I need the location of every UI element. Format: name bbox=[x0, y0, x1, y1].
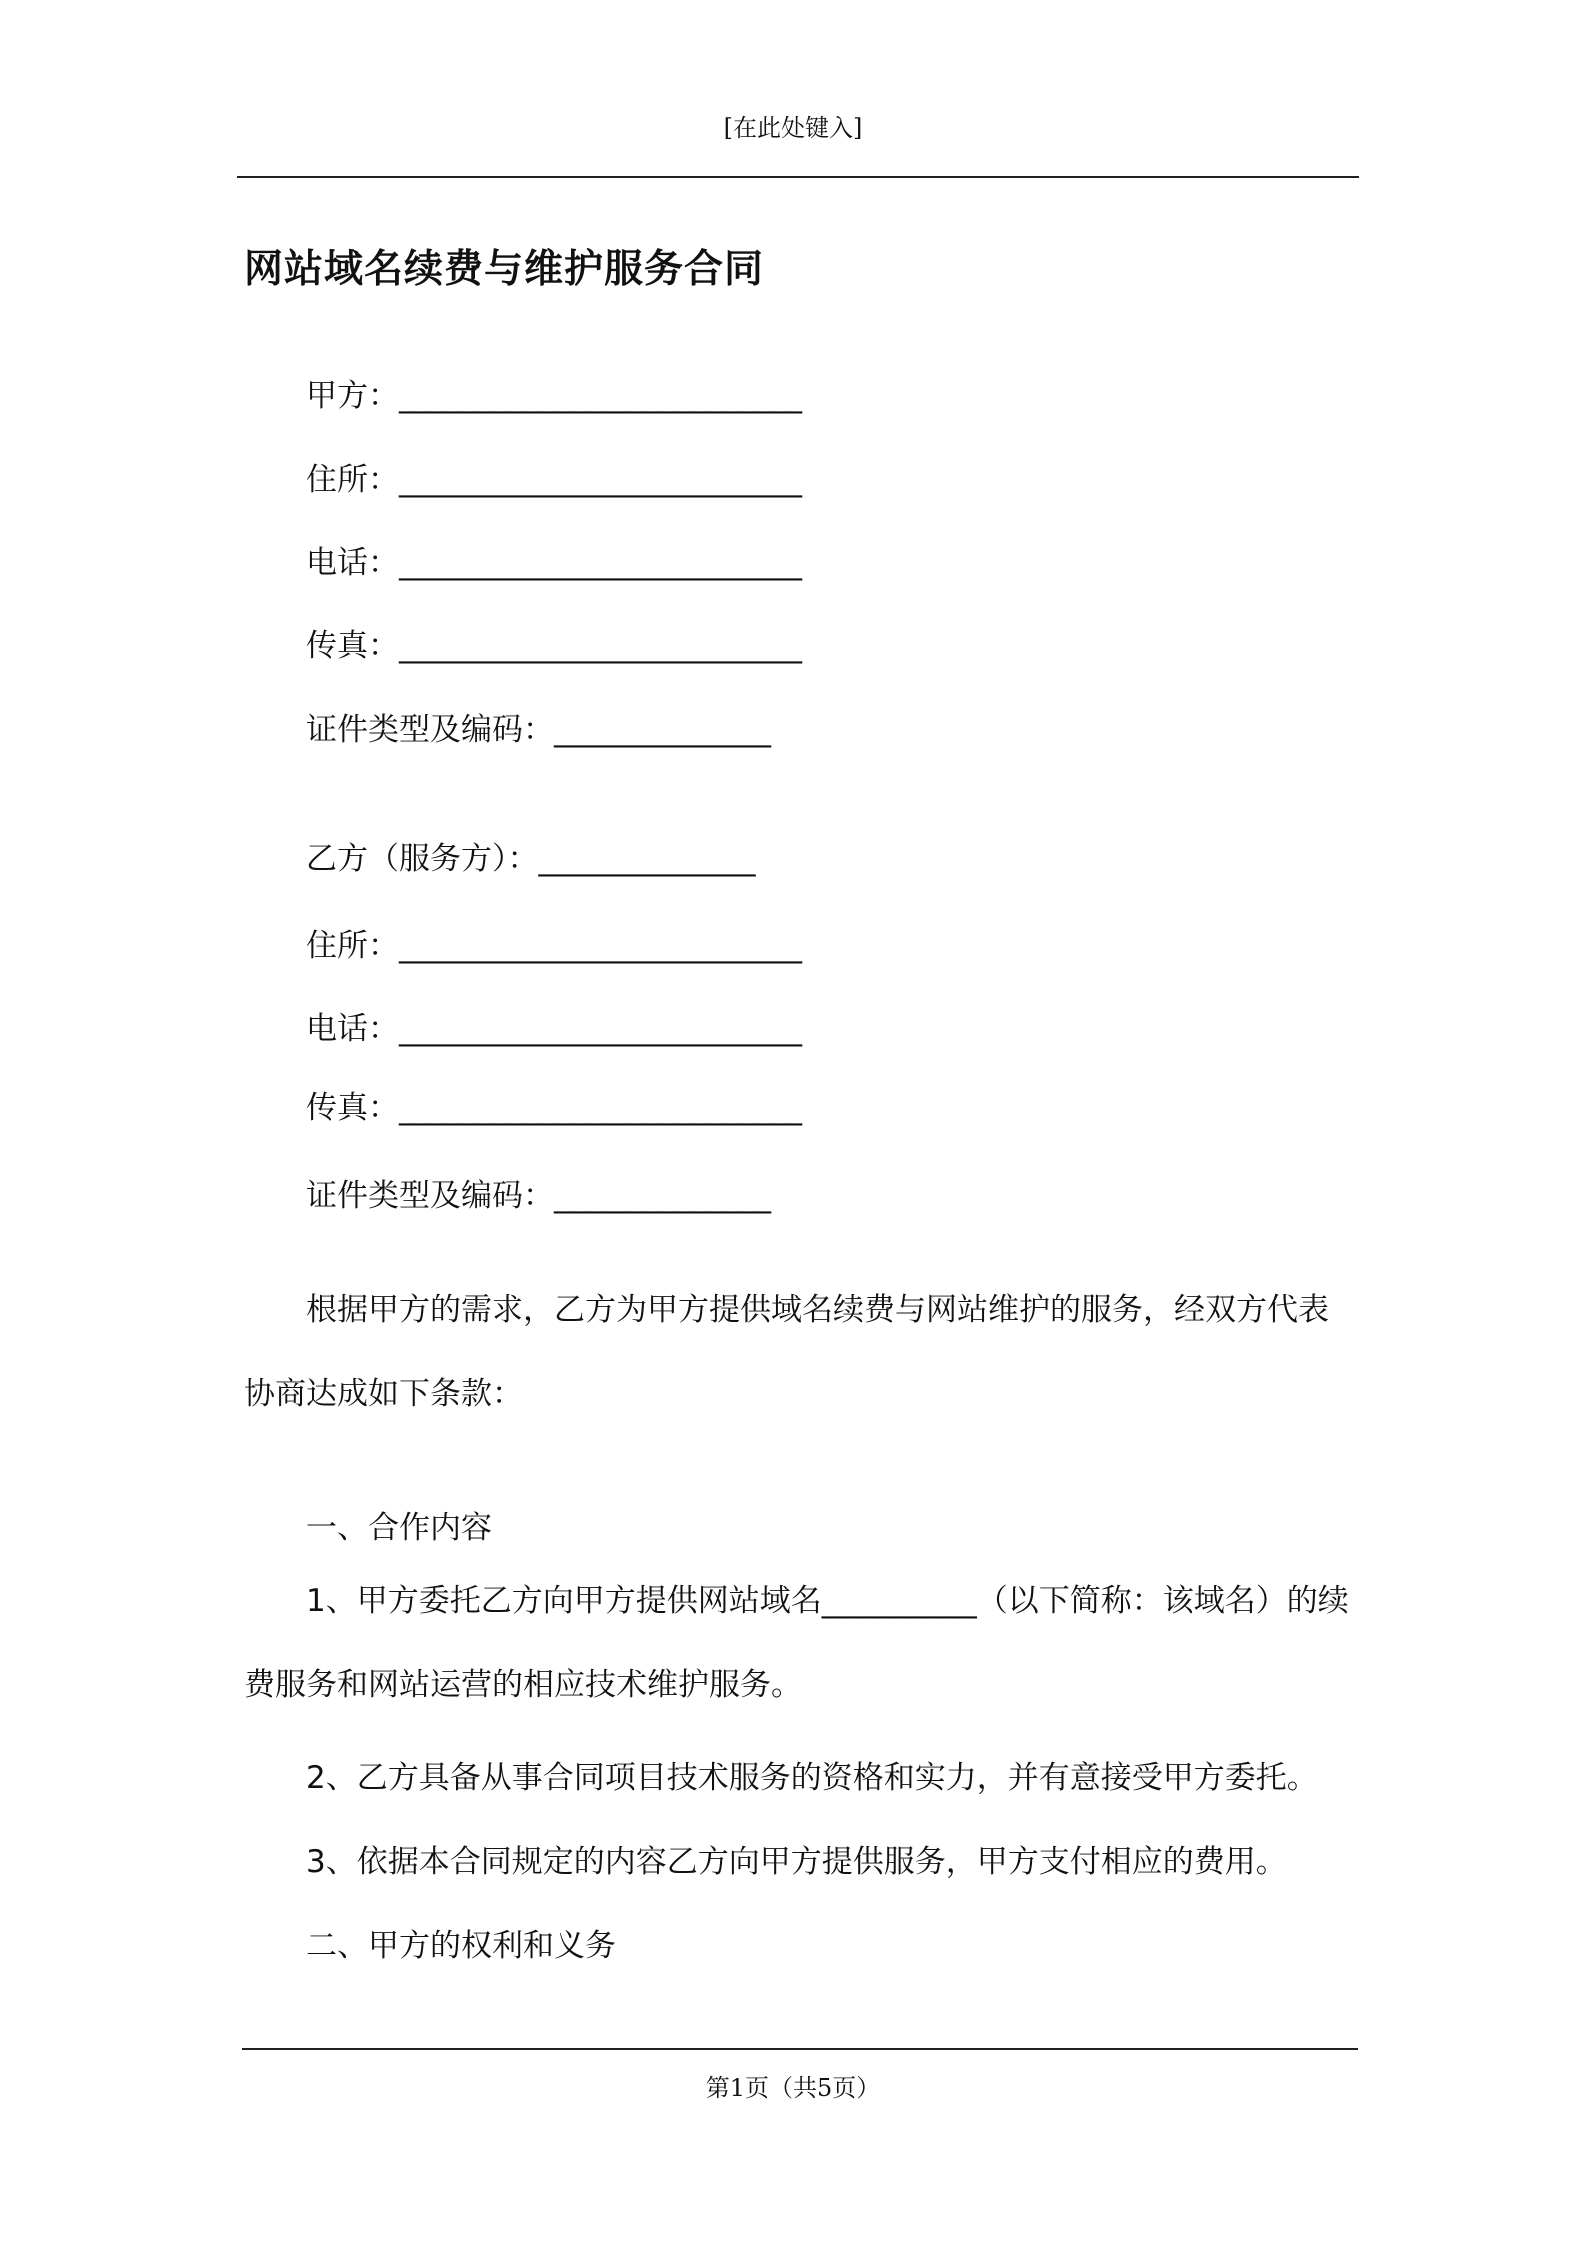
party-a-name-field: 甲方：__________________________ bbox=[306, 378, 802, 414]
party-a-fax-field: 传真：__________________________ bbox=[306, 628, 802, 664]
header-divider bbox=[237, 176, 1359, 178]
page-header: [在此处键入] bbox=[723, 114, 863, 142]
party-a-phone-field: 电话：__________________________ bbox=[306, 545, 802, 581]
section-1-item-2: 2、乙方具备从事合同项目技术服务的资格和实力，并有意接受甲方委托。 bbox=[306, 1760, 1318, 1796]
section-1-heading: 一、合作内容 bbox=[306, 1510, 492, 1546]
party-b-phone-field: 电话：__________________________ bbox=[306, 1011, 802, 1047]
section-2-heading: 二、甲方的权利和义务 bbox=[306, 1928, 616, 1964]
party-b-name-field: 乙方（服务方）：______________ bbox=[306, 841, 756, 877]
party-b-fax-field: 传真：__________________________ bbox=[306, 1090, 802, 1126]
footer-divider bbox=[242, 2048, 1358, 2050]
party-b-id-field: 证件类型及编码：______________ bbox=[306, 1178, 771, 1214]
section-1-item-1: 1、甲方委托乙方向甲方提供网站域名__________（以下简称：该域名）的续费服务和网站运营的相应技术维护服务。 bbox=[244, 1583, 1349, 1703]
document-title: 网站域名续费与维护服务合同 bbox=[244, 247, 765, 292]
section-1-item-3: 3、依据本合同规定的内容乙方向甲方提供服务，甲方支付相应的费用。 bbox=[306, 1844, 1287, 1880]
party-a-address-field: 住所：__________________________ bbox=[306, 462, 802, 498]
party-b-address-field: 住所：__________________________ bbox=[306, 928, 802, 964]
page-footer: 第1页（共5页） bbox=[705, 2074, 881, 2102]
party-a-id-field: 证件类型及编码：______________ bbox=[306, 712, 771, 748]
intro-paragraph: 根据甲方的需求，乙方为甲方提供域名续费与网站维护的服务，经双方代表协商达成如下条款： bbox=[244, 1292, 1329, 1412]
